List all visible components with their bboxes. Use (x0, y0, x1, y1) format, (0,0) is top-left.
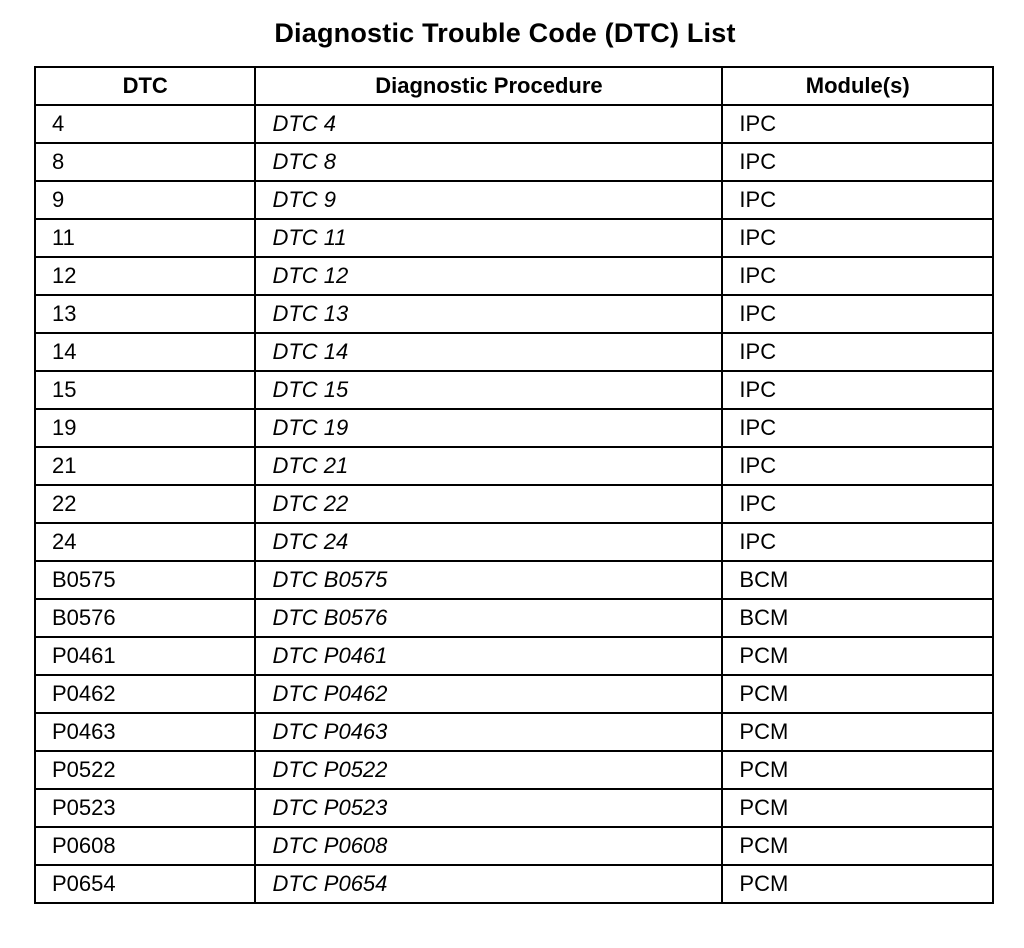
table-row (35, 219, 993, 257)
module-cell: PCM (722, 713, 993, 751)
module-cell: IPC (722, 295, 993, 333)
dtc-code-cell: B0576 (35, 599, 255, 637)
table-row (35, 371, 993, 409)
table-row (35, 827, 993, 865)
diagnostic-procedure-cell: DTC B0576 (255, 599, 722, 637)
diagnostic-procedure-cell: DTC P0463 (255, 713, 722, 751)
table-row (35, 675, 993, 713)
module-cell: IPC (722, 333, 993, 371)
dtc-code-cell: P0462 (35, 675, 255, 713)
diagnostic-procedure-cell: DTC P0523 (255, 789, 722, 827)
dtc-code-cell: P0463 (35, 713, 255, 751)
table-row (35, 257, 993, 295)
table-row (35, 789, 993, 827)
dtc-code-cell: 11 (35, 219, 255, 257)
table-body (35, 105, 993, 903)
diagnostic-procedure-cell: DTC 4 (255, 105, 722, 143)
table-row (35, 865, 993, 903)
diagnostic-procedure-cell: DTC 21 (255, 447, 722, 485)
diagnostic-procedure-cell: DTC 15 (255, 371, 722, 409)
diagnostic-procedure-cell: DTC 19 (255, 409, 722, 447)
dtc-code-cell: P0654 (35, 865, 255, 903)
module-cell: IPC (722, 181, 993, 219)
module-cell: PCM (722, 637, 993, 675)
module-cell: IPC (722, 409, 993, 447)
diagnostic-procedure-cell: DTC 9 (255, 181, 722, 219)
diagnostic-procedure-cell: DTC B0575 (255, 561, 722, 599)
dtc-code-cell: P0522 (35, 751, 255, 789)
module-cell: PCM (722, 789, 993, 827)
table-row (35, 713, 993, 751)
dtc-code-cell: 22 (35, 485, 255, 523)
table-row (35, 143, 993, 181)
diagnostic-procedure-cell: DTC 12 (255, 257, 722, 295)
dtc-code-cell: 8 (35, 143, 255, 181)
diagnostic-procedure-cell: DTC 14 (255, 333, 722, 371)
module-cell: BCM (722, 561, 993, 599)
diagnostic-procedure-cell: DTC P0462 (255, 675, 722, 713)
module-cell: IPC (722, 523, 993, 561)
table-row (35, 523, 993, 561)
diagnostic-procedure-cell: DTC P0608 (255, 827, 722, 865)
table-header-row (35, 67, 993, 105)
diagnostic-procedure-cell: DTC 13 (255, 295, 722, 333)
dtc-code-cell: 19 (35, 409, 255, 447)
diagnostic-procedure-cell: DTC P0461 (255, 637, 722, 675)
dtc-table (34, 66, 994, 904)
table-row (35, 105, 993, 143)
module-cell: IPC (722, 371, 993, 409)
dtc-code-cell: 12 (35, 257, 255, 295)
table-row (35, 561, 993, 599)
diagnostic-procedure-cell: DTC 11 (255, 219, 722, 257)
module-cell: IPC (722, 447, 993, 485)
dtc-code-cell: 9 (35, 181, 255, 219)
table-row (35, 751, 993, 789)
dtc-code-cell: P0461 (35, 637, 255, 675)
dtc-code-cell: P0523 (35, 789, 255, 827)
dtc-code-cell: 4 (35, 105, 255, 143)
column-header-modules: Module(s) (722, 67, 993, 105)
table-row (35, 637, 993, 675)
diagnostic-procedure-cell: DTC 8 (255, 143, 722, 181)
module-cell: BCM (722, 599, 993, 637)
dtc-code-cell: B0575 (35, 561, 255, 599)
dtc-code-cell: 14 (35, 333, 255, 371)
table-row (35, 295, 993, 333)
module-cell: IPC (722, 485, 993, 523)
table-row (35, 447, 993, 485)
module-cell: IPC (722, 143, 993, 181)
module-cell: IPC (722, 257, 993, 295)
table-row (35, 599, 993, 637)
diagnostic-procedure-cell: DTC 22 (255, 485, 722, 523)
module-cell: PCM (722, 827, 993, 865)
diagnostic-procedure-cell: DTC P0654 (255, 865, 722, 903)
table-row (35, 333, 993, 371)
dtc-code-cell: P0608 (35, 827, 255, 865)
page-title: Diagnostic Trouble Code (DTC) List (274, 18, 736, 48)
diagnostic-procedure-cell: DTC P0522 (255, 751, 722, 789)
dtc-code-cell: 24 (35, 523, 255, 561)
table-row (35, 181, 993, 219)
diagnostic-procedure-cell: DTC 24 (255, 523, 722, 561)
dtc-code-cell: 13 (35, 295, 255, 333)
table-row (35, 409, 993, 447)
dtc-code-cell: 15 (35, 371, 255, 409)
column-header-dtc: DTC (35, 67, 255, 105)
column-header-procedure: Diagnostic Procedure (255, 67, 722, 105)
module-cell: PCM (722, 675, 993, 713)
table-row (35, 485, 993, 523)
module-cell: PCM (722, 865, 993, 903)
module-cell: PCM (722, 751, 993, 789)
module-cell: IPC (722, 219, 993, 257)
dtc-code-cell: 21 (35, 447, 255, 485)
module-cell: IPC (722, 105, 993, 143)
